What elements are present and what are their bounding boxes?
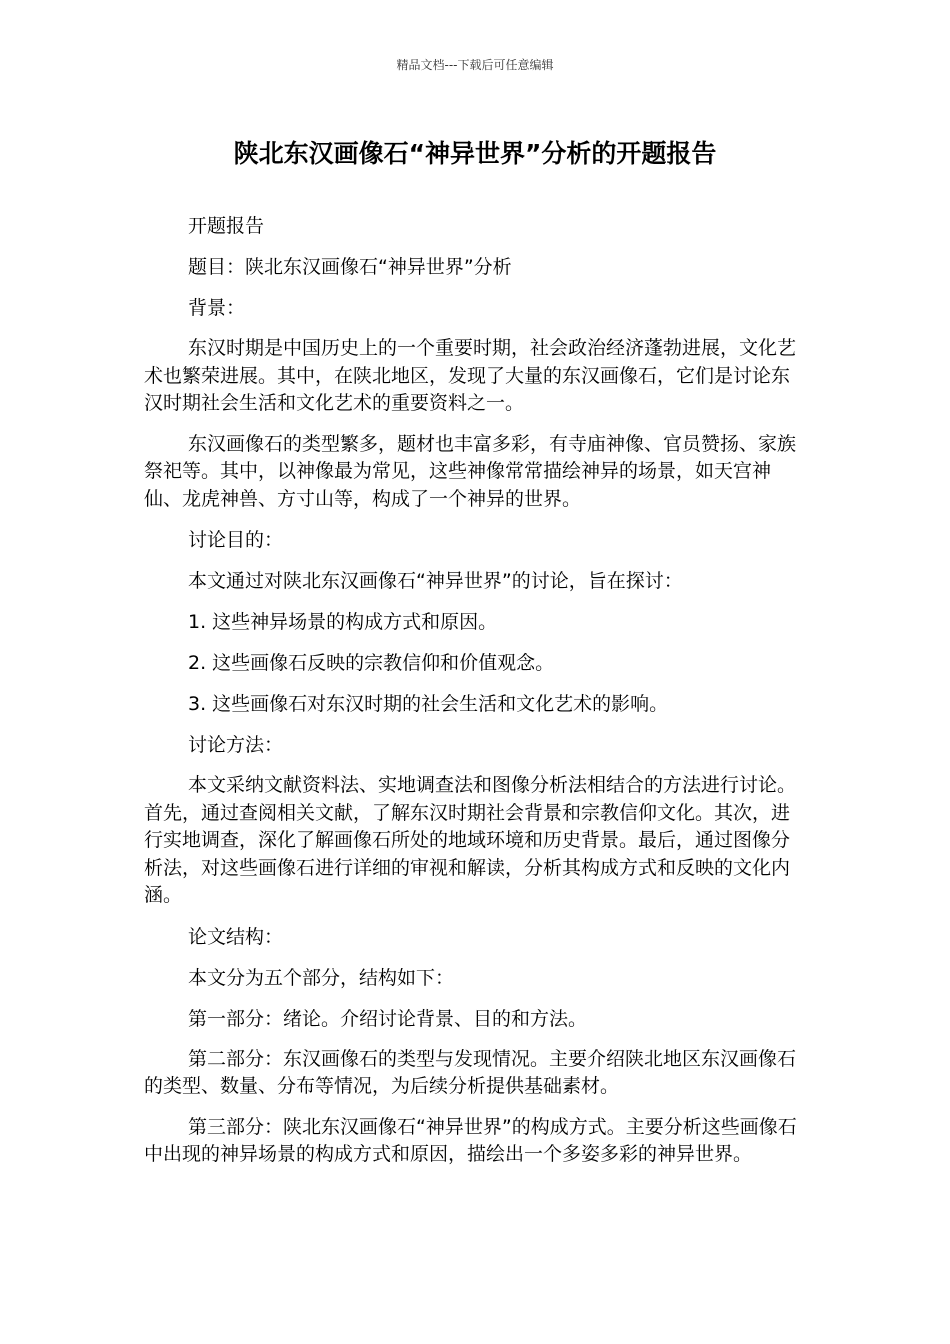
paragraph-purpose-heading: 讨论目的： <box>188 529 284 551</box>
paragraph-purpose-intro: 本文通过对陕北东汉画像石“神异世界”的讨论，旨在探讨： <box>188 570 683 592</box>
document-body <box>144 212 806 1182</box>
paragraph-structure-intro: 本文分为五个部分，结构如下： <box>188 966 455 989</box>
paragraph-structure-heading: 论文结构： <box>188 925 284 948</box>
paragraph-background-heading: 背景： <box>188 297 246 319</box>
header-note: 精品文档---下载后可任意编辑 <box>396 58 554 72</box>
document-title: 陕北东汉画像石“神异世界”分析的开题报告 <box>233 139 717 168</box>
paragraph-background-1: 东汉时期是中国历史上的一个重要时期，社会政治经济蓬勃进展，文化艺术也繁荣进展。其中，在陕北地区，发现了大量的东汉画像石，它们是讨论东汉时期社会生活和文化艺术的重要资料之一。 <box>144 337 797 414</box>
paragraph-purpose-item-3: 3. 这些画像石对东汉时期的社会生活和文化艺术的影响。 <box>188 693 669 715</box>
paragraph-topic: 题目：陕北东汉画像石“神异世界”分析 <box>188 256 512 278</box>
paragraph-report-label: 开题报告 <box>188 215 265 237</box>
paragraph-purpose-item-2: 2. 这些画像石反映的宗教信仰和价值观念。 <box>188 652 555 674</box>
paragraph-part-3: 第三部分：陕北东汉画像石“神异世界”的构成方式。主要分析这些画像石中出现的神异场景的构成方式和原因，描绘出一个多姿多彩的神异世界。 <box>144 1115 797 1165</box>
paragraph-background-2: 东汉画像石的类型繁多，题材也丰富多彩，有寺庙神像、官员赞扬、家族祭祀等。其中，以神像最为常见，这些神像常常描绘神异的场景，如天宫神仙、龙虎神兽、方寸山等，构成了一个神异的世界。 <box>144 432 797 510</box>
paragraph-part-1: 第一部分：绪论。介绍讨论背景、目的和方法。 <box>188 1007 588 1030</box>
paragraph-method-heading: 讨论方法： <box>188 734 284 756</box>
paragraph-part-2: 第二部分：东汉画像石的类型与发现情况。主要介绍陕北地区东汉画像石的类型、数量、分布等情况，为后续分析提供基础素材。 <box>144 1047 797 1097</box>
paragraph-purpose-item-1: 1. 这些神异场景的构成方式和原因。 <box>188 611 498 633</box>
paragraph-method-body: 本文采纳文献资料法、实地调查法和图像分析法相结合的方法进行讨论。首先，通过查阅相关文献，了解东汉时期社会背景和宗教信仰文化。其次，进行实地调查，深化了解画像石所处的地域环境和历史背景。最后，通过图像分析法，对这些画像石进行详细的审视和解读，分析其构成方式和反映的文化内涵。 <box>144 774 797 906</box>
